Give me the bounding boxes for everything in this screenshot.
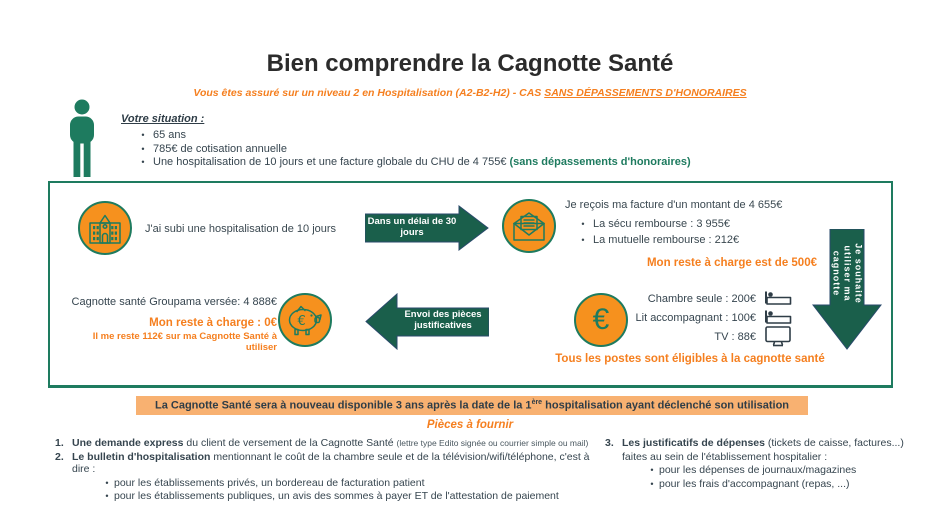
- situation-bullet: [133, 129, 691, 143]
- expenses-list: [605, 289, 795, 346]
- arrow-use-label: [831, 233, 864, 315]
- arrow-delay: [365, 205, 489, 251]
- eligible-note: Tous les postes sont éligibles à la cagnotte santé: [555, 353, 825, 365]
- invoice-bullet-text: La mutuelle rembourse : 212€: [593, 234, 740, 246]
- bullet-icon: [573, 234, 593, 247]
- item3-normal: (tickets de caisse, factures...): [764, 437, 904, 449]
- bullet-icon: [133, 156, 153, 170]
- item-number: 1.: [55, 437, 64, 449]
- pieces-item-2: [55, 451, 603, 476]
- cagnotte-versee: Cagnotte santé Groupama versée: 4 888€: [71, 296, 277, 308]
- item1-normal: du client de versement de la Cagnotte Santé: [183, 437, 397, 449]
- situation-bullet-text: 65 ans: [153, 129, 187, 141]
- availability-banner: [136, 396, 808, 415]
- pieces-item-2-sub: [100, 477, 603, 490]
- item3-bold: Les justificatifs de dépenses: [622, 437, 765, 449]
- bullet-icon: [100, 477, 114, 490]
- reste-a-charge-500: Mon reste à charge est de 500€: [646, 257, 817, 269]
- banner-superscript: ère: [531, 399, 543, 407]
- expense-row: [605, 289, 795, 308]
- bullet-icon: [100, 490, 114, 503]
- step1-label: J'ai subi une hospitalisation de 10 jours: [145, 223, 337, 235]
- subtitle-text: Vous êtes assuré sur un niveau 2 en Hospitalisation (A2-B2-H2) - CAS: [193, 87, 545, 99]
- item-number: 2.: [55, 450, 64, 463]
- flow-diagram-box: [48, 181, 893, 388]
- item-text: [72, 451, 603, 476]
- pieces-item-3-sub: [645, 478, 935, 491]
- expense-row: [605, 308, 795, 327]
- reste-a-charge-0: Mon reste à charge : 0€: [149, 317, 277, 329]
- item1-bold: Une demande express: [72, 437, 184, 449]
- situation-bullet: [133, 156, 691, 170]
- pieces-item-3-sub: [645, 464, 935, 477]
- person-icon: [58, 99, 106, 179]
- arrow-use-cagnotte: [812, 229, 882, 351]
- situation-section: [121, 113, 691, 170]
- bed-icon: [761, 310, 795, 325]
- subtitle-underlined-text: SANS DÉPASSEMENTS D'HONORAIRES: [544, 87, 747, 99]
- expense-label: Chambre seule : 200€: [647, 292, 756, 305]
- situation-bullet3-normal: Une hospitalisation de 10 jours et une facture globale du CHU de 4 755€: [153, 156, 510, 168]
- item3-line2: faites au sein de l'établissement hospitalier :: [622, 450, 828, 463]
- pieces-list-right: [605, 437, 935, 490]
- pieces-item-1: [55, 437, 603, 450]
- svg-text:€: €: [297, 314, 306, 329]
- bullet-icon: [133, 129, 153, 143]
- reste-112: Il me reste 112€ sur ma Cagnotte Santé à utiliser: [92, 331, 277, 353]
- sub-bullet-text: pour les frais d'accompagnant (repas, ...): [659, 477, 850, 490]
- item-text: [72, 437, 588, 450]
- banner-text: [155, 399, 789, 412]
- bullet-icon: [645, 478, 659, 491]
- situation-bullet: [133, 143, 691, 157]
- item1-small: (lettre type Edito signée ou courrier simple ou mail): [396, 438, 589, 448]
- item2-bold: Le bulletin d'hospitalisation: [72, 450, 211, 463]
- expense-label: Lit accompagnant : 100€: [635, 311, 756, 324]
- arrow-delay-label: Dans un délai de 30 jours: [367, 216, 457, 238]
- pieces-heading: Pièces à fournir: [426, 419, 514, 431]
- arrow-use-line: cagnotte: [831, 250, 842, 297]
- situation-bullet-text: [153, 156, 691, 170]
- euro-icon: €: [592, 303, 610, 336]
- page-subtitle: [0, 87, 940, 99]
- sub-bullet-text: pour les dépenses de journaux/magazines: [659, 464, 857, 476]
- hospital-badge: [78, 201, 132, 255]
- invoice-bullet-text: La sécu rembourse : 3 955€: [593, 218, 730, 230]
- arrow-use-line: Je souhaite: [853, 243, 864, 304]
- item2-normal: mentionnant le coût de la chambre seule et de la télévision/wifi/téléphone, c'est à dire :: [72, 450, 590, 475]
- expense-label: TV : 88€: [714, 330, 756, 343]
- page-title: Bien comprendre la Cagnotte Santé: [266, 50, 674, 77]
- tv-icon: [761, 326, 795, 347]
- cagnotte-section: [62, 296, 277, 353]
- envelope-open-icon: [511, 211, 547, 242]
- situation-bullet3-highlight: (sans dépassements d'honoraires): [509, 156, 691, 168]
- banner-text-after: hospitalisation ayant déclenché son utilisation: [542, 399, 790, 412]
- invoice-title: Je reçois ma facture d'un montant de 4 655€: [565, 199, 783, 211]
- situation-heading: Votre situation :: [121, 113, 205, 125]
- expense-row: [605, 327, 795, 346]
- sub-bullet-text: pour les établissements privés, un bordereau de facturation patient: [114, 476, 425, 489]
- item-number: 3.: [605, 437, 614, 449]
- bullet-icon: [573, 218, 593, 231]
- arrow-use-line: utiliser ma: [842, 245, 853, 302]
- sub-bullet-text: pour les établissements publiques, un avis des sommes à payer ET de l'attestation de paiement: [114, 490, 559, 502]
- bullet-icon: [133, 143, 153, 157]
- hospital-icon: [88, 211, 122, 245]
- pieces-item-3: [605, 437, 935, 450]
- pieces-list-left: [55, 437, 603, 503]
- piggy-badge: [278, 293, 332, 347]
- pieces-item-2-sub: [100, 490, 603, 503]
- arrow-send-label: Envoi des pièces justificatives: [404, 309, 482, 331]
- bullet-icon: [645, 464, 659, 477]
- invoice-badge: [502, 199, 556, 253]
- banner-text-before: La Cagnotte Santé sera à nouveau disponible 3 ans après la date de la 1: [154, 399, 532, 412]
- item-text: [622, 437, 904, 450]
- bed-icon: [761, 291, 795, 306]
- arrow-send-pieces: [365, 293, 489, 350]
- piggy-bank-icon: [284, 302, 326, 338]
- situation-bullet-text: 785€ de cotisation annuelle: [153, 142, 287, 155]
